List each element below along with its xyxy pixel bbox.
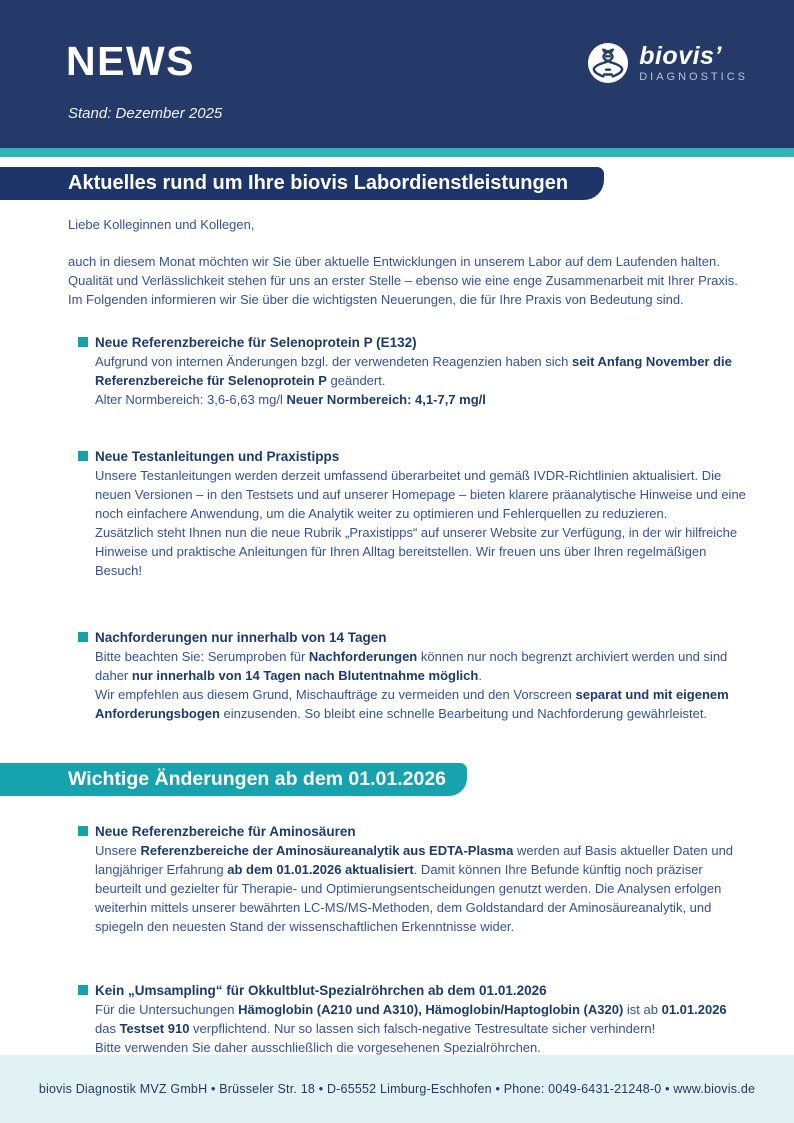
section2-items	[68, 822, 748, 1057]
body-paragraph	[95, 352, 748, 390]
text-run: .	[478, 668, 482, 683]
body-paragraph	[95, 1000, 748, 1038]
section2-banner-label: Wichtige Änderungen ab dem 01.01.2026	[68, 768, 447, 790]
bold-text-run: nur innerhalb von 14 Tagen nach Blutentnahme möglich	[131, 668, 479, 683]
text-run: Wir empfehlen aus diesem Grund, Mischaufträge zu vermeiden und den Vorscreen	[95, 687, 576, 702]
newsletter-content	[0, 215, 794, 723]
text-run: Bitte verwenden Sie daher ausschließlich die vorgesehenen Spezialröhrchen.	[95, 1040, 541, 1055]
text-run: Unsere Testanleitungen werden derzeit umfassend überarbeitet und gemäß IVDR-Richtlinien aktualisiert. Die neuen Versionen – in den Testsets und auf unserer Homepage – bieten klarere präanalytische Hinweise und eine noch einfachere Anwendung, um die Analytik weiter zu optimieren und Fehlerquellen zu reduzieren.	[95, 468, 746, 521]
item-title: Neue Testanleitungen und Praxistipps	[95, 449, 340, 464]
body-paragraph	[95, 841, 748, 936]
biovis-logo	[587, 42, 748, 84]
text-run: geändert.	[326, 373, 386, 388]
body-paragraph	[95, 647, 748, 685]
item-title: Neue Referenzbereiche für Selenoprotein P (E132)	[95, 335, 417, 350]
body-paragraph	[95, 390, 748, 409]
body-paragraph	[95, 523, 748, 580]
item-body	[95, 841, 748, 936]
text-run: das	[95, 1021, 120, 1036]
bold-text-run: Neuer Normbereich: 4,1-7,7 mg/l	[286, 392, 486, 407]
bold-text-run: Nachforderungen	[308, 649, 418, 664]
bullet-square-icon	[78, 451, 88, 461]
text-run: ist ab	[623, 1002, 662, 1017]
bullet-square-icon	[78, 826, 88, 836]
item-body	[95, 647, 748, 723]
text-run: Zusätzlich steht Ihnen nun die neue Rubrik „Praxistipps“ auf unserer Website zur Verfügung, in der wir hilfreiche Hinweise und praktische Anleitungen für Ihren Alltag bereitstellen. Wir freuen uns über Ihren regelmäßigen Besuch!	[95, 525, 738, 578]
section2-content	[0, 822, 794, 1057]
item-title: Nachforderungen nur innerhalb von 14 Tagen	[95, 630, 387, 645]
greeting: Liebe Kolleginnen und Kollegen,	[68, 217, 255, 232]
news-item-umsampling	[68, 981, 748, 1057]
item-title: Neue Referenzbereiche für Aminosäuren	[95, 824, 356, 839]
section1-items	[68, 333, 748, 723]
text-run: Alter Normbereich: 3,6-6,63 mg/l	[95, 392, 287, 407]
footer-contact-line: biovis Diagnostik MVZ GmbH • Brüsseler Str. 18 • D-65552 Limburg-Eschhofen • Phone: 0049-6431-21248-0 • www.biovis.de	[38, 1082, 756, 1096]
section2	[0, 763, 794, 1057]
item-body	[95, 466, 748, 580]
item-body	[95, 352, 748, 409]
text-run: . Damit können Ihre Befunde künftig noch präziser beurteilt und gezielter für Therapie- und Optimierungsentscheidungen genutzt werden. Die Analysen erfolgen weiterhin mittels unserer bewährten LC-MS/MS-Methoden, dem Goldstandard der Aminosäureanalytik, und spiegeln den neuesten Stand der wissenschaftlichen Erkenntnisse wider.	[95, 862, 722, 934]
dna-helix-icon	[587, 42, 629, 84]
page-footer	[0, 1055, 794, 1123]
page-title: NEWS	[66, 38, 195, 84]
bold-text-run: 01.01.2026	[661, 1002, 727, 1017]
bold-text-run: seit Anfang November die Referenzbereiche für Selenoprotein P	[95, 354, 732, 388]
text-run: Bitte beachten Sie: Serumproben für	[95, 649, 309, 664]
text-run: Für die Untersuchungen	[95, 1002, 239, 1017]
section1-banner-label: Aktuelles rund um Ihre biovis Labordienstleistungen	[68, 172, 569, 194]
body-paragraph	[95, 466, 748, 523]
logo-subtitle: DIAGNOSTICS	[639, 70, 748, 83]
bullet-square-icon	[78, 337, 88, 347]
news-item-selenoprotein	[68, 333, 748, 409]
logo-text	[639, 41, 748, 83]
text-run: Aufgrund von internen Änderungen bzgl. der verwendeten Reagenzien haben sich	[95, 354, 573, 369]
dateline: Stand: Dezember 2025	[68, 105, 223, 122]
bold-text-run: Referenzbereiche der Aminosäureanalytik aus EDTA-Plasma	[140, 843, 514, 858]
item-body	[95, 1000, 748, 1057]
section1-banner	[0, 167, 604, 200]
intro-paragraph: auch in diesem Monat möchten wir Sie über aktuelle Entwicklungen in unserem Labor auf dem Laufenden halten. Qualität und Verlässlichkeit stehen für uns an erster Stelle – ebenso wie eine enge Zusammenarbeit mit Ihrer Praxis. Im Folgenden informieren wir Sie über die wichtigsten Neuerungen, die für Ihre Praxis von Bedeutung sind.	[68, 254, 738, 307]
text-run: werden auf Basis aktueller Daten und langjähriger Erfahrung	[95, 843, 734, 877]
teal-divider	[0, 148, 794, 157]
masthead	[0, 0, 794, 148]
news-item-aminosaeuren	[68, 822, 748, 936]
bold-text-run: ab dem 01.01.2026 aktualisiert	[227, 862, 414, 877]
logo-brand: biovis’	[639, 41, 722, 70]
news-item-testanleitungen	[68, 447, 748, 580]
body-paragraph	[95, 685, 748, 723]
news-item-nachforderungen	[68, 628, 748, 723]
text-run: können nur noch begrenzt archiviert werden und sind daher	[95, 649, 728, 683]
bold-text-run: Hämoglobin (A210 und A310), Hämoglobin/Haptoglobin (A320)	[238, 1002, 624, 1017]
bullet-square-icon	[78, 632, 88, 642]
text-run: verpflichtend. Nur so lassen sich falsch-negative Testresultate sicher verhindern!	[189, 1021, 656, 1036]
item-title: Kein „Umsampling“ für Okkultblut-Spezialröhrchen ab dem 01.01.2026	[95, 983, 547, 998]
bold-text-run: separat und mit eigenem Anforderungsbogen	[95, 687, 729, 721]
bold-text-run: Testset 910	[119, 1021, 190, 1036]
text-run: Unsere	[95, 843, 141, 858]
bullet-square-icon	[78, 985, 88, 995]
text-run: einzusenden. So bleibt eine schnelle Bearbeitung und Nachforderung gewährleistet.	[219, 706, 708, 721]
section2-banner	[0, 763, 467, 796]
